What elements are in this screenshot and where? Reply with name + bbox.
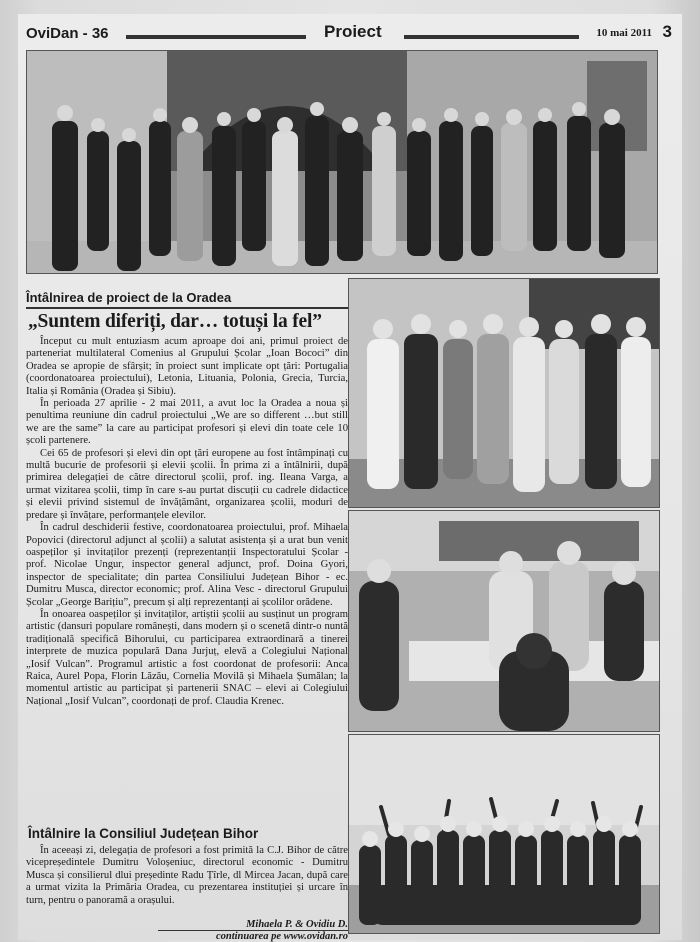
photo-folk-costumes-image: [349, 279, 659, 507]
photo-group-outdoor: [348, 734, 660, 934]
paragraph: Cei 65 de profesori și elevi din opt țări europene au fost întâmpinați cu multă bucurie de profesorii și elevii școlii. În prima zi a întâlnirii, după primirea delegației de către directorul școlii, prof. ing. Ileana Varga, a urmat vizitarea școlii, timp în care s-au purtat discuții cu cadrele didactice și elevii privind sistemul de învățământ, organizarea școlii, moduri de predare și învățare, performanțele elevilor.: [26, 447, 348, 521]
kicker-rule: [26, 307, 348, 309]
group-photo-top: [26, 50, 658, 274]
continued-link[interactable]: continuarea pe www.ovidan.ro: [215, 931, 348, 942]
paragraph: Început cu mult entuziasm acum aproape doi ani, primul proiect de parteneriat multilateral Comenius al Grupului Școlar „Ioan Bococi” din Oradea se apropie de sfârșit; în proiect sunt implicate opt țări: Portugalia (coordonatoarea proiectului), Letonia, Lituania, Polonia, Grecia, Turcia, Italia și România (Oradea și Sibiu).: [26, 336, 348, 397]
group-photo-top-image: [27, 51, 657, 273]
paragraph: În cadrul deschiderii festive, coordonatoarea proiectului, prof. Mihaela Popovici (directorul adjunct al școlii) a salutat asistența și a urat bun venit oaspeților și invitaților prezenți (reprezentanții Inspectoratului Școlar - prof. Nicolae Ungur, inspector general adjunct, prof. Doina Gyori, inspector de specialitate; din partea Consiliului Județean Bihor - ec. Dumitru Musca, director economic; prof. Alina Vesc - directorul Grupului Școlar „George Barițiu”, precum și alți reprezentanți ai școlilor orădene.: [26, 522, 348, 608]
article-body-2: [26, 845, 348, 907]
article-headline: „Suntem diferiți, dar… totuși la fel”: [28, 311, 322, 332]
photo-group-outdoor-image: [349, 735, 659, 933]
issue-date: 10 mai 2011: [596, 27, 652, 39]
photo-workshop: [348, 510, 660, 732]
article-body: [26, 336, 348, 708]
paper-name: OviDan - 36: [26, 25, 109, 42]
masthead-rule-right: [404, 35, 579, 39]
byline-authors: Mihaela P. & Ovidiu D.: [158, 919, 348, 931]
section-title: Proiect: [324, 22, 382, 41]
photo-folk-costumes: [348, 278, 660, 508]
paragraph: În aceeași zi, delegația de profesori a fost primită la C.J. Bihor de către vicepreședintele Dumitru Voloșeniuc, directorul economic - Dumitru Musca și consilierul dlui președinte Radu Țîrle, dl Mircea Jacan, după care a urmat vizita la Primăria Oradea, cu prezentarea instituției și urcare în turn, pentru o panoramă a orașului.: [26, 845, 348, 906]
paragraph: În perioada 27 aprilie - 2 mai 2011, a avut loc la Oradea a noua și penultima reuniune din cadrul proiectului „We are so different …but still we are the same” la care au participat profesori și elevi din toate cele 10 școli partenere.: [26, 398, 348, 447]
masthead-rule-left: [126, 35, 306, 39]
article-kicker: Întâlnirea de proiect de la Oradea: [26, 290, 232, 305]
photo-workshop-image: [349, 511, 659, 731]
paragraph: În onoarea oaspeților și invitaților, artiștii școlii au susținut un program artistic (dansuri populare românești, dans modern și o scenetă dintr-o nuntă tradițională specifică Bihorului, cu participarea extraordinară a tinerei interprete de muzica populară Dana Jurjuț, elevă a Colegiului Național „Iosif Vulcan”. Programul artistic a fost coordonat de profesorii: Anca Raica, Aurel Popa, Florin Lăzău, Cornelia Movilă și Mihaela Șumălan; la momentul artistic au participat și partenerii SNAC – elevi ai Colegiului Național „Iosif Vulcan”, coordonați de prof. Claudia Krenec.: [26, 608, 348, 707]
masthead: [26, 22, 674, 48]
byline: [158, 919, 348, 942]
article-subheading: Întâlnire la Consiliul Județean Bihor: [28, 826, 259, 841]
newspaper-page: [18, 14, 682, 940]
page-number: 3: [662, 22, 672, 41]
